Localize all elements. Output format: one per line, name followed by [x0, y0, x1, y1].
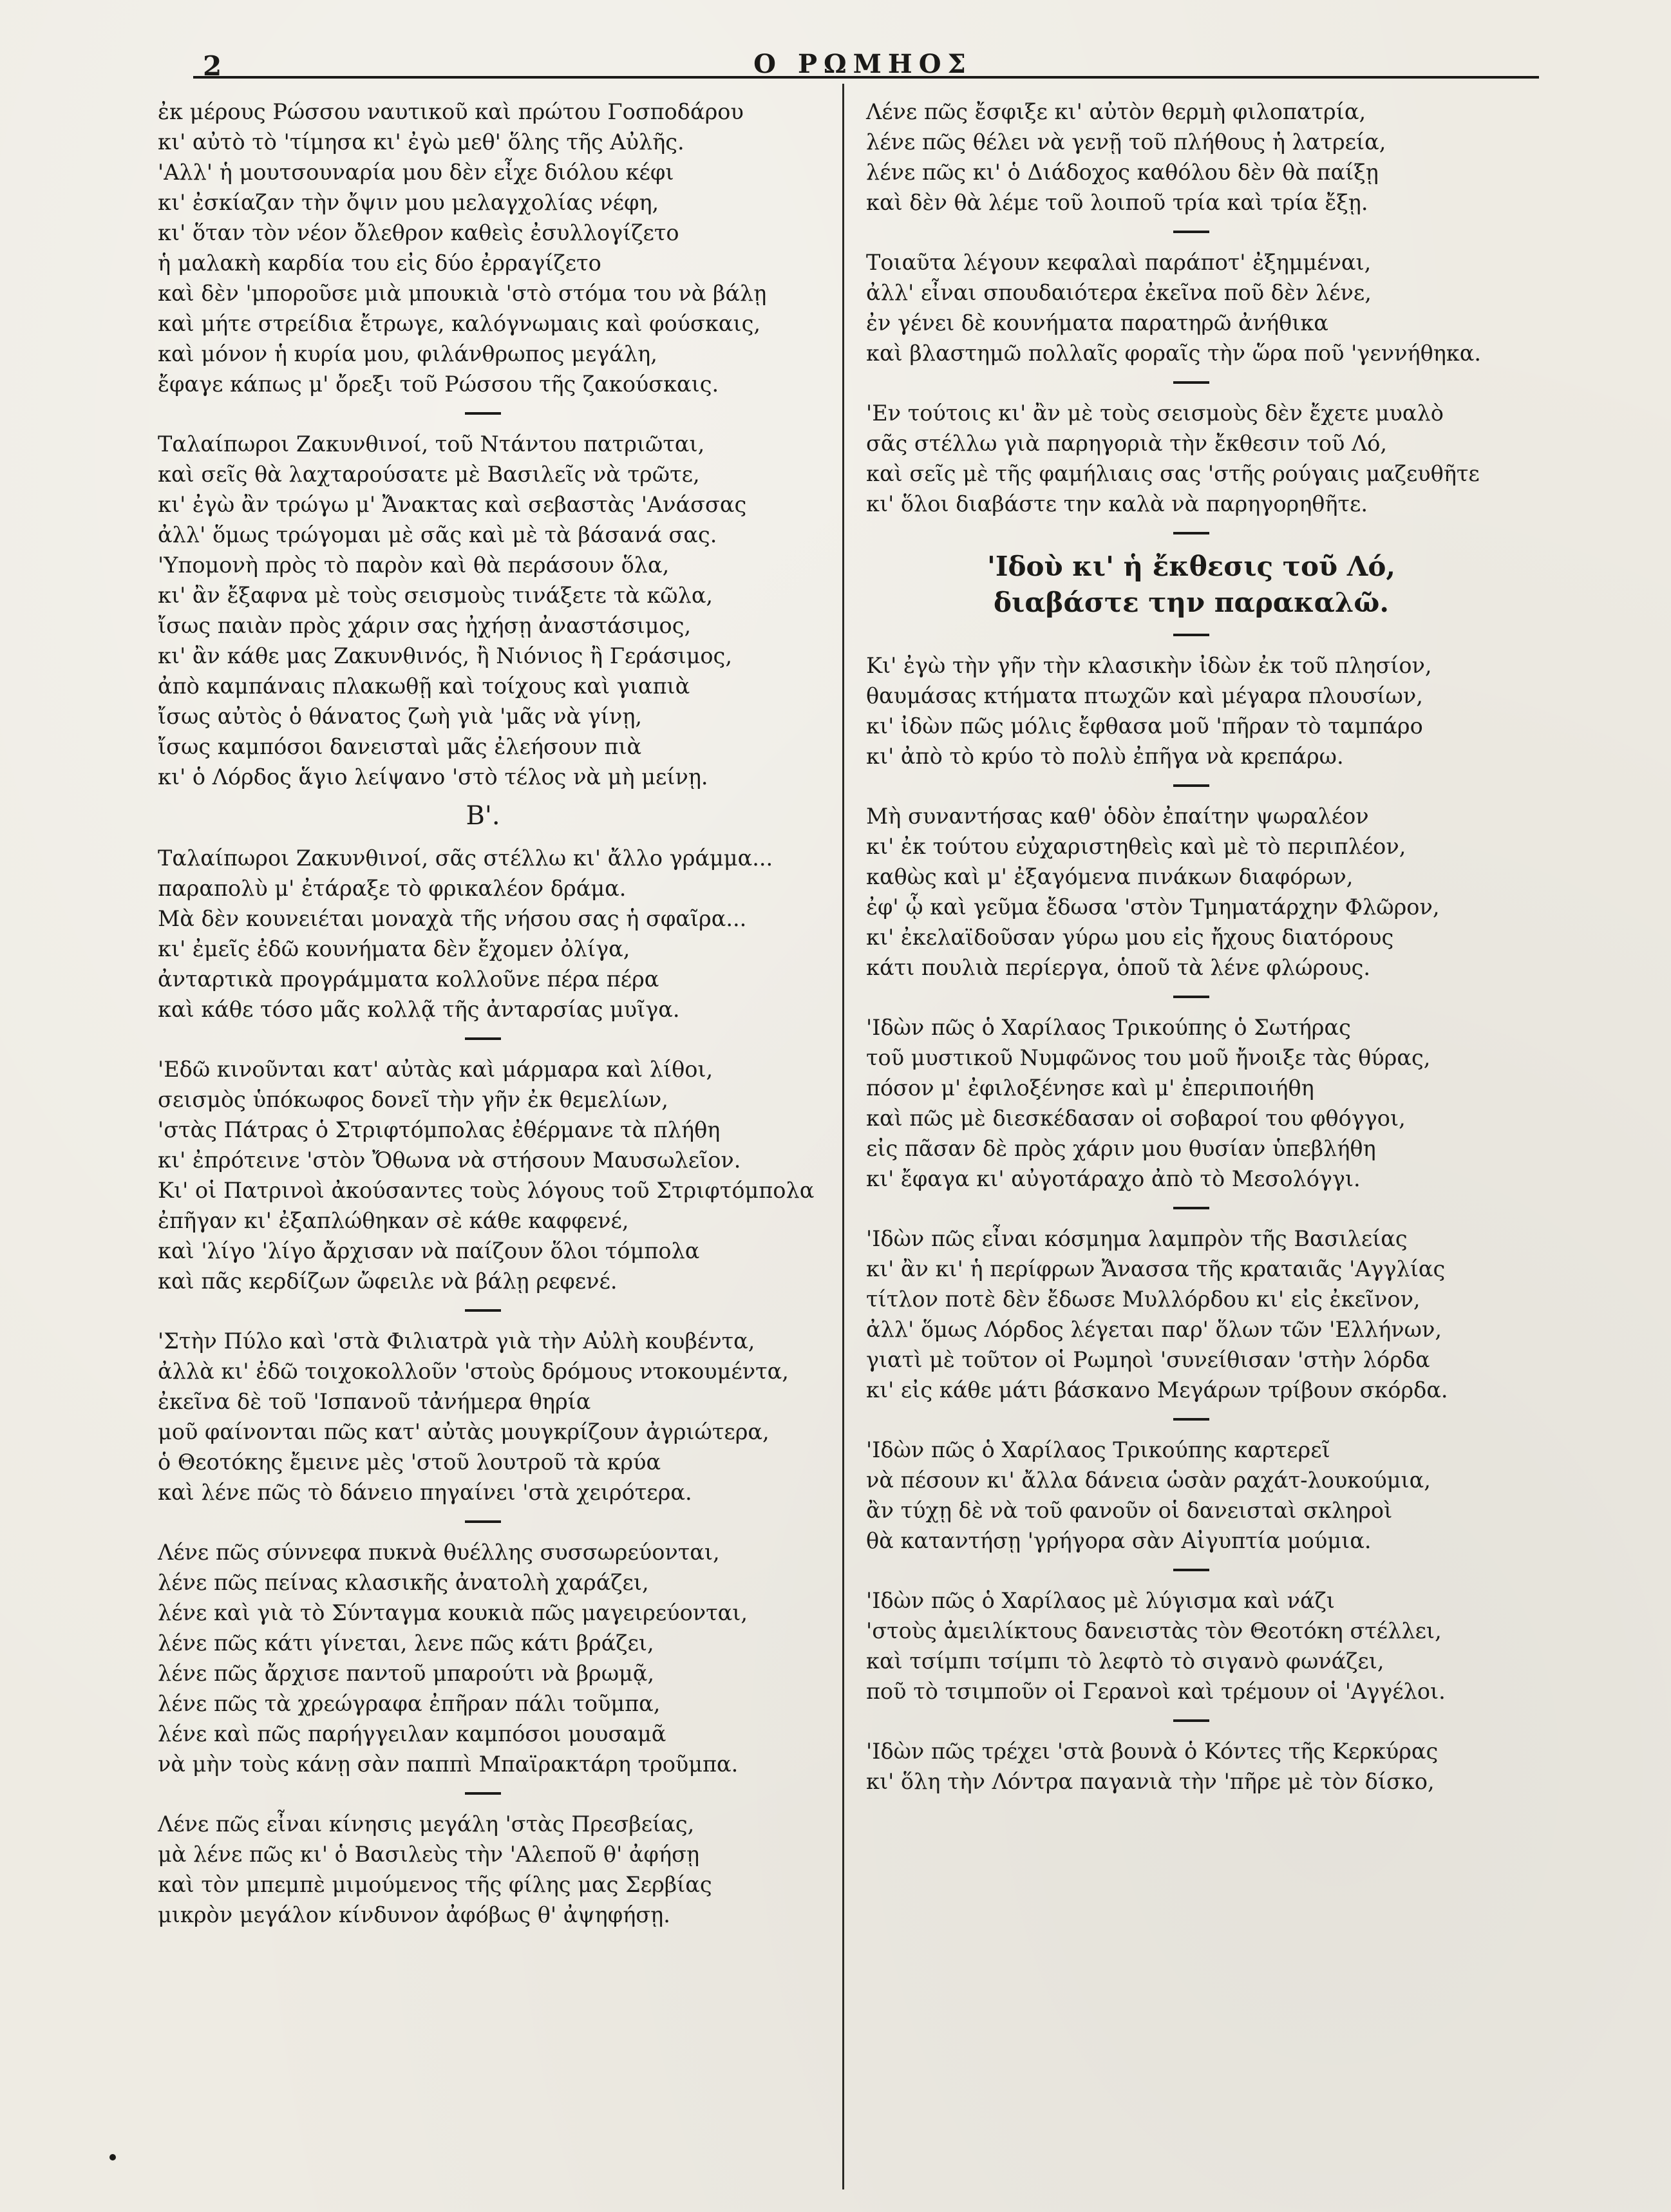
verse-line: τίτλον ποτὲ δὲν ἔδωσε Μυλλόρδου κι' εἰς ἐκεῖνον, [866, 1287, 1421, 1312]
stanza [866, 1012, 1516, 1194]
verse-line: νὰ πέσουν κι' ἄλλα δάνεια ὡσὰν ραχάτ-λουκούμια, [866, 1468, 1431, 1493]
verse-line: 'Στὴν Πύλο καὶ 'στὰ Φιλιατρὰ γιὰ τὴν Αὐλὴ κουβέντα, [158, 1328, 755, 1354]
left-column [158, 97, 815, 1930]
verse-line: κάτι πουλιὰ περίεργα, ὁποῦ τὰ λένε φλώρους. [866, 955, 1371, 980]
verse-line: κι' εἰς κάθε μάτι βάσκανο Μεγάρων τρίβουν σκόρδα. [866, 1377, 1448, 1403]
separator-rule [1173, 1207, 1209, 1209]
stanza [866, 247, 1516, 368]
verse-line: ἀπὸ καμπάναις πλακωθῇ καὶ τοίχους καὶ γιαπιὰ [158, 674, 690, 699]
verse-line: ἐπῆγαν κι' ἐξαπλώθηκαν σὲ κάθε καφφενέ, [158, 1208, 629, 1233]
verse-line: ὁ Θεοτόκης ἔμεινε μὲς 'στοῦ λουτροῦ τὰ κρύα [158, 1450, 661, 1475]
separator-rule [465, 1309, 501, 1312]
right-column [866, 97, 1516, 1797]
verse-line: κι' ἐσκίαζαν τὴν ὄψιν μου μελαγχολίας νέφη, [158, 190, 659, 215]
verse-line: καὶ μήτε στρείδια ἔτρωγε, καλόγνωμαις καὶ φούσκαις, [158, 311, 760, 336]
verse-line: ἀνταρτικὰ προγράμματα κολλοῦνε πέρα πέρα [158, 967, 659, 992]
verse-line: καὶ 'λίγο 'λίγο ἄρχισαν νὰ παίζουν ὅλοι τόμπολα [158, 1238, 700, 1263]
stanza [866, 650, 1516, 771]
verse-line: θὰ καταντήσῃ 'γρήγορα σὰν Αἰγυπτία μούμια. [866, 1528, 1372, 1553]
stanza [158, 1809, 808, 1930]
separator-rule [1173, 1569, 1209, 1571]
stanza [866, 1435, 1516, 1556]
stanza [158, 429, 808, 792]
verse-line: 'Ιδοὺ κι' ἡ ἔκθεσις τοῦ Λό, [987, 551, 1396, 582]
stanza [866, 801, 1516, 983]
separator-rule [1173, 996, 1209, 998]
verse-line: καὶ δὲν θὰ λέμε τοῦ λοιποῦ τρία καὶ τρία ἔξῃ. [866, 190, 1368, 215]
verse-line: Λένε πῶς ἔσφιξε κι' αὐτὸν θερμὴ φιλοπατρία, [866, 99, 1366, 124]
verse-line: ἀλλ' εἶναι σπουδαιότερα ἐκεῖνα ποῦ δὲν λένε, [866, 280, 1372, 305]
verse-line: 'Ιδὼν πῶς εἶναι κόσμημα λαμπρὸν τῆς Βασιλείας [866, 1226, 1408, 1251]
verse-line: μικρὸν μεγάλον κίνδυνον ἀφόβως θ' ἀψηφήσῃ. [158, 1902, 670, 1927]
verse-line: κι' ἀπὸ τὸ κρύο τὸ πολὺ ἐπῆγα νὰ κρεπάρω. [866, 744, 1344, 769]
verse-line: καὶ πᾶς κερδίζων ὤφειλε νὰ βάλῃ ρεφενέ. [158, 1269, 618, 1294]
verse-line: Κι' ἐγὼ τὴν γῆν τὴν κλασικὴν ἰδὼν ἐκ τοῦ πλησίον, [866, 653, 1432, 678]
verse-line: 'Ιδὼν πῶς ὁ Χαρίλαος Τρικούπης καρτερεῖ [866, 1437, 1330, 1462]
verse-line: μὰ λένε πῶς κι' ὁ Βασιλεὺς τὴν 'Αλεποῦ θ' ἀφήσῃ [158, 1842, 700, 1867]
verse-line: κι' ἂν ἔξαφνα μὲ τοὺς σεισμοὺς τινάξετε τὰ κῶλα, [158, 583, 713, 608]
verse-line: κι' ἔφαγα κι' αὐγοτάραχο ἀπὸ τὸ Μεσολόγγι. [866, 1166, 1361, 1191]
verse-line: ἴσως παιὰν πρὸς χάριν σας ἠχήσῃ ἀναστάσιμος, [158, 613, 692, 638]
verse-line: κι' ὁ Λόρδος ἅγιο λείψανο 'στὸ τέλος νὰ μὴ μείνῃ. [158, 764, 708, 789]
stanza [158, 1537, 808, 1779]
verse-line: λένε πῶς θέλει νὰ γενῇ τοῦ πλήθους ἡ λατρεία, [866, 129, 1386, 155]
separator-rule [1173, 784, 1209, 787]
verse-line: Ταλαίπωροι Ζακυνθινοί, σᾶς στέλλω κι' ἄλλο γράμμα... [158, 846, 773, 871]
verse-line: κι' ἂν κι' ἡ περίφρων Ἄνασσα τῆς κραταιᾶς 'Αγγλίας [866, 1256, 1446, 1281]
verse-line: λένε πῶς κι' ὁ Διάδοχος καθόλου δὲν θὰ παίξῃ [866, 160, 1379, 185]
verse-line: 'Αλλ' ἡ μουτσουναρία μου δὲν εἶχε διόλου κέφι [158, 160, 674, 185]
verse-line: λένε πῶς κάτι γίνεται, λενε πῶς κάτι βράζει, [158, 1631, 654, 1656]
verse-line: ἐκ μέρους Ρώσσου ναυτικοῦ καὶ πρώτου Γοσποδάρου [158, 99, 744, 124]
verse-line: καὶ σεῖς θὰ λαχταρούσατε μὲ Βασιλεῖς νὰ τρῶτε, [158, 462, 700, 487]
verse-line: κι' ἐγὼ ἂν τρώγω μ' Ἄνακτας καὶ σεβαστὰς 'Ανάσσας [158, 492, 747, 517]
verse-line: 'Εν τούτοις κι' ἂν μὲ τοὺς σεισμοὺς δὲν ἔχετε μυαλὸ [866, 401, 1444, 426]
verse-line: λένε πῶς τὰ χρεώγραφα ἐπῆραν πάλι τοῦμπα, [158, 1691, 661, 1716]
verse-line: καὶ βλαστημῶ πολλαῖς φοραῖς τὴν ὥρα ποῦ 'γεννήθηκα. [866, 341, 1482, 366]
verse-line: ἴσως αὐτὸς ὁ θάνατος ζωὴ γιὰ 'μᾶς νὰ γίνῃ, [158, 704, 643, 729]
verse-line: καὶ σεῖς μὲ τῆς φαμήλιαις σας 'στῆς ρούγαις μαζευθῆτε [866, 461, 1480, 486]
verse-line: ἡ μαλακὴ καρδία του εἰς δύο ἐρραγίζετο [158, 251, 601, 276]
verse-line: 'Ιδὼν πῶς ὁ Χαρίλαος Τρικούπης ὁ Σωτήρας [866, 1015, 1351, 1040]
verse-line: Ταλαίπωροι Ζακυνθινοί, τοῦ Ντάντου πατριῶται, [158, 431, 705, 457]
verse-line: ἐν γένει δὲ κουνήματα παρατηρῶ ἀνήθικα [866, 310, 1328, 336]
verse-line: καὶ κάθε τόσο μᾶς κολλᾷ τῆς ἀνταρσίας μυῖγα. [158, 997, 680, 1022]
verse-line: Τοιαῦτα λέγουν κεφαλαὶ παράποτ' ἐξημμέναι, [866, 250, 1372, 275]
verse-line: καὶ πῶς μὲ διεσκέδασαν οἱ σοβαροί του φθόγγοι, [866, 1106, 1406, 1131]
verse-line: παραπολὺ μ' ἐτάραξε τὸ φρικαλέον δράμα. [158, 876, 627, 901]
verse-line: λένε καὶ πῶς παρήγγειλαν καμπόσοι μουσαμᾶ [158, 1721, 666, 1746]
separator-rule [1173, 634, 1209, 636]
stanza [866, 97, 1516, 218]
verse-line: ἀλλ' ὅμως τρώγομαι μὲ σᾶς καὶ μὲ τὰ βάσανά σας. [158, 522, 717, 547]
verse-line: ἔφαγε κάπως μ' ὄρεξι τοῦ Ρώσσου τῆς ζακούσκαις. [158, 372, 719, 397]
stanza [158, 843, 808, 1025]
verse-line: Κι' οἱ Πατρινοὶ ἀκούσαντες τοὺς λόγους τοῦ Στριφτόμπολα [158, 1178, 815, 1203]
separator-rule [465, 1037, 501, 1040]
verse-line: Μὰ δὲν κουνειέται μοναχὰ τῆς νήσου σας ἡ σφαῖρα... [158, 906, 747, 931]
verse-line: ποῦ τὸ τσιμποῦν οἱ Γερανοὶ καὶ τρέμουν οἱ 'Αγγέλοι. [866, 1679, 1446, 1704]
verse-line: λένε πῶς πείνας κλασικῆς ἀνατολὴ χαράζει, [158, 1570, 649, 1595]
verse-line: νὰ μὴν τοὺς κάνῃ σὰν παππὶ Μπαϊρακτάρη τροῦμπα. [158, 1752, 739, 1777]
verse-line: 'Υπομονὴ πρὸς τὸ παρὸν καὶ θὰ περάσουν ὅλα, [158, 553, 670, 578]
verse-line: σεισμὸς ὑπόκωφος δονεῖ τὴν γῆν ἐκ θεμελίων, [158, 1087, 668, 1112]
verse-line: ἐφ' ᾧ καὶ γεῦμα ἔδωσα 'στὸν Τμηματάρχην Φλῶρον, [866, 894, 1440, 920]
verse-line: 'Ιδὼν πῶς τρέχει 'στὰ βουνὰ ὁ Κόντες τῆς Κερκύρας [866, 1739, 1439, 1764]
verse-line: Μὴ συναντήσας καθ' ὁδὸν ἐπαίτην ψωραλέον [866, 804, 1369, 829]
stanza [158, 1054, 815, 1296]
stanza [158, 1326, 808, 1508]
verse-line: ἀλλ' ὅμως Λόρδος λέγεται παρ' ὅλων τῶν 'Ελλήνων, [866, 1317, 1442, 1342]
verse-line: εἰς πᾶσαν δὲ πρὸς χάριν μου θυσίαν ὑπεβλήθη [866, 1136, 1376, 1161]
verse-line: καθὼς καὶ μ' ἐξαγόμενα πινάκων διαφόρων, [866, 864, 1354, 889]
verse-line: σᾶς στέλλω γιὰ παρηγοριὰ τὴν ἔκθεσιν τοῦ Λό, [866, 431, 1388, 456]
verse-line: καὶ δὲν 'μποροῦσε μιὰ μπουκιὰ 'στὸ στόμα του νὰ βάλῃ [158, 281, 767, 306]
verse-line: θαυμάσας κτήματα πτωχῶν καὶ μέγαρα πλουσίων, [866, 683, 1423, 708]
verse-line: κι' ἐκ τούτου εὐχαριστηθεὶς καὶ μὲ τὸ περιπλέον, [866, 834, 1406, 859]
separator-rule [1173, 532, 1209, 534]
verse-line: καὶ τὸν μπεμπὲ μιμούμενος τῆς φίλης μας Σερβίας [158, 1872, 712, 1897]
page-number: 2 [203, 50, 222, 82]
stanza [866, 398, 1516, 519]
verse-line: τοῦ μυστικοῦ Νυμφῶνος του μοῦ ἤνοιξε τὰς θύρας, [866, 1045, 1431, 1070]
stanza [866, 1736, 1516, 1797]
verse-line: Λένε πῶς εἶναι κίνησις μεγάλη 'στὰς Πρεσβείας, [158, 1811, 695, 1837]
verse-line: 'Εδῶ κινοῦνται κατ' αὐτὰς καὶ μάρμαρα καὶ λίθοι, [158, 1057, 713, 1082]
verse-line: πόσον μ' ἐφιλοξένησε καὶ μ' ἐπεριποιήθη [866, 1075, 1314, 1101]
column-divider [842, 84, 844, 2189]
section-heading [866, 549, 1516, 621]
verse-line: ἴσως καμπόσοι δανεισταὶ μᾶς ἐλεήσουν πιὰ [158, 734, 642, 759]
verse-line: κι' ὅλη τὴν Λόντρα παγανιὰ τὴν 'πῆρε μὲ τὸν δίσκο, [866, 1769, 1435, 1794]
separator-rule [1173, 1418, 1209, 1421]
verse-line: κι' ἐκελαϊδοῦσαν γύρω μου εἰς ἤχους διατόρους [866, 925, 1394, 950]
stanza [866, 1585, 1516, 1706]
verse-line: κι' ὅταν τὸν νέον ὄλεθρον καθεὶς ἐσυλλογίζετο [158, 220, 679, 245]
verse-line: κι' ἐπρότεινε 'στὸν Ὄθωνα νὰ στήσουν Μαυσωλεῖον. [158, 1148, 741, 1173]
stanza [866, 1224, 1516, 1405]
verse-line: λένε καὶ γιὰ τὸ Σύνταγμα κουκιὰ πῶς μαγειρεύονται, [158, 1600, 748, 1625]
section-letter: Β'. [466, 801, 500, 831]
separator-rule [465, 412, 501, 415]
verse-line: Λένε πῶς σύννεφα πυκνὰ θυέλλης συσσωρεύονται, [158, 1540, 720, 1565]
verse-line: μοῦ φαίνονται πῶς κατ' αὐτὰς μουγκρίζουν ἀγριώτερα, [158, 1419, 769, 1444]
separator-rule [1173, 1719, 1209, 1722]
verse-line: κι' αὐτὸ τὸ 'τίμησα κι' ἐγὼ μεθ' ὅλης τῆς Αὐλῆς. [158, 129, 684, 155]
header-rule [193, 76, 1539, 79]
separator-rule [1173, 381, 1209, 384]
ink-dot [109, 2154, 116, 2160]
verse-line: κι' ἂν κάθε μας Ζακυνθινός, ἢ Νιόνιος ἢ Γεράσιμος, [158, 643, 732, 668]
verse-line: 'στὰς Πάτρας ὁ Στριφτόμπολας ἐθέρμανε τὰ πλήθη [158, 1117, 721, 1142]
verse-line: καὶ τσίμπι τσίμπι τὸ λεφτὸ τὸ σιγανὸ φωνάζει, [866, 1649, 1384, 1674]
verse-line: κι' ἰδὼν πῶς μόλις ἔφθασα μοῦ 'πῆραν τὸ ταμπάρο [866, 714, 1423, 739]
verse-line: γιατὶ μὲ τοῦτον οἱ Ρωμηοὶ 'συνείθισαν 'στὴν λόρδα [866, 1347, 1430, 1372]
verse-line: διαβάστε την παρακαλῶ. [994, 587, 1389, 618]
separator-rule [465, 1520, 501, 1523]
verse-line: λένε πῶς ἄρχισε παντοῦ μπαρούτι νὰ βρωμᾷ, [158, 1661, 655, 1686]
verse-line: ἂν τύχῃ δὲ νὰ τοῦ φανοῦν οἱ δανεισταὶ σκληροὶ [866, 1498, 1393, 1523]
stanza [158, 97, 808, 399]
separator-rule [465, 1792, 501, 1795]
verse-line: κι' ὅλοι διαβάστε την καλὰ νὰ παρηγορηθῆτε. [866, 491, 1368, 516]
verse-line: 'στοὺς ἀμειλίκτους δανειστὰς τὸν Θεοτόκη στέλλει, [866, 1618, 1442, 1643]
newspaper-title: Ο ΡΩΜΗΟΣ [753, 49, 972, 79]
verse-line: καὶ λένε πῶς τὸ δάνειο πηγαίνει 'στὰ χειρότερα. [158, 1480, 692, 1505]
verse-line: καὶ μόνον ἡ κυρία μου, φιλάνθρωπος μεγάλη, [158, 341, 657, 366]
verse-line: ἐκεῖνα δὲ τοῦ 'Ισπανοῦ τἀνήμερα θηρία [158, 1389, 591, 1414]
separator-rule [1173, 231, 1209, 233]
verse-line: ἀλλὰ κι' ἐδῶ τοιχοκολλοῦν 'στοὺς δρόμους ντοκουμέντα, [158, 1359, 789, 1384]
verse-line: κι' ἐμεῖς ἐδῶ κουνήματα δὲν ἔχομεν ὀλίγα, [158, 936, 630, 961]
verse-line: 'Ιδὼν πῶς ὁ Χαρίλαος μὲ λύγισμα καὶ νάζι [866, 1588, 1335, 1613]
